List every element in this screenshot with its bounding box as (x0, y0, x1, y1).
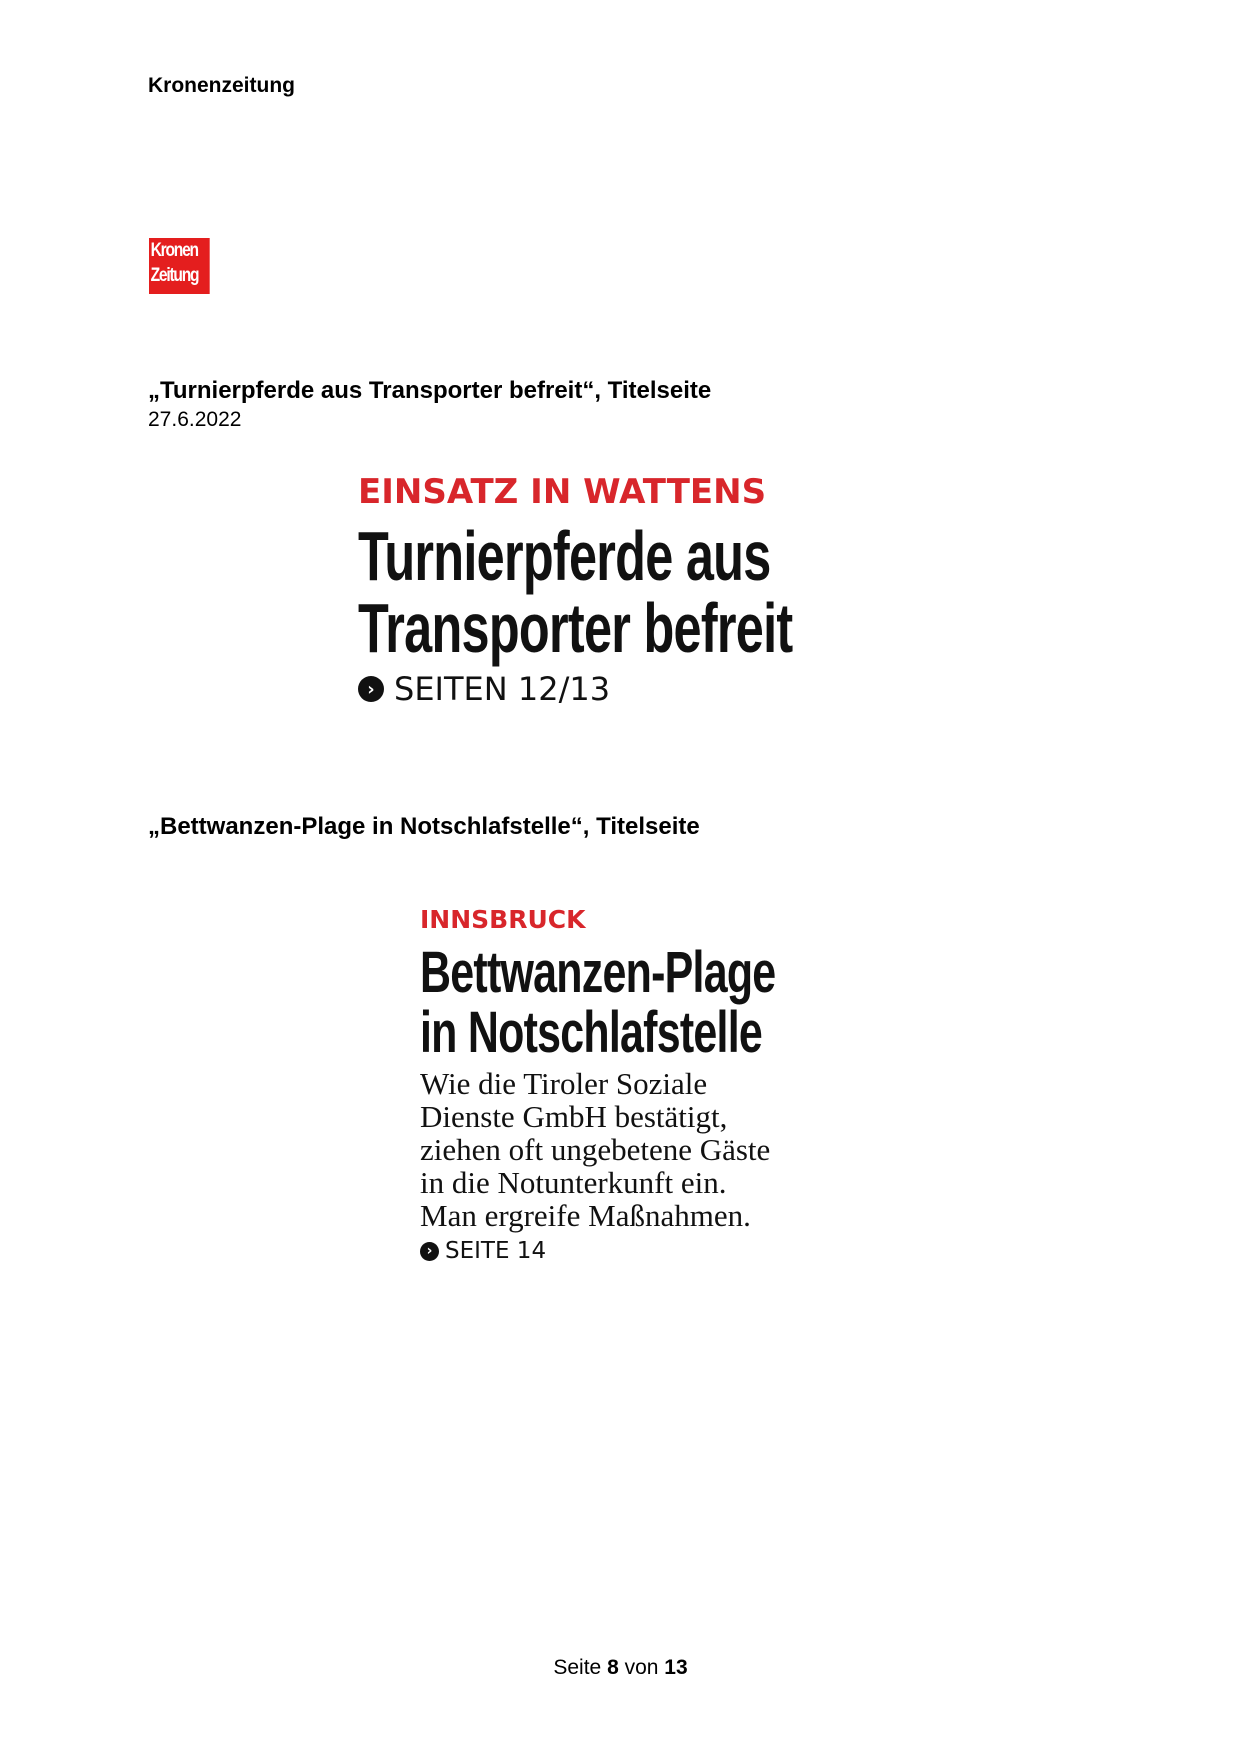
logo-line-2: Zeitung (150, 265, 199, 286)
article-1-page-reference (358, 670, 961, 708)
footer-prefix: Seite (553, 1656, 602, 1679)
footer-page-number: 8 (607, 1656, 619, 1679)
article-1-clipping (358, 472, 961, 708)
arrow-right-circle-icon: › (420, 1242, 439, 1261)
article-1-page-ref-text: SEITEN 12/13 (394, 670, 611, 708)
arrow-right-circle-icon: › (358, 676, 384, 702)
footer-middle: von (624, 1656, 659, 1679)
kronen-zeitung-logo (149, 238, 210, 294)
article-1-title: „Turnierpferde aus Transporter befreit“, Titelseite (148, 377, 712, 404)
article-2-page-reference (420, 1238, 900, 1264)
footer-total-pages: 13 (664, 1656, 688, 1679)
logo-line-1: Kronen (150, 240, 198, 261)
page-footer (0, 1656, 1241, 1680)
article-1-headline-line-1: Turnierpferde aus (358, 517, 771, 595)
article-1-date: 27.6.2022 (148, 408, 242, 431)
article-1-headline-line-2: Transporter befreit (358, 589, 793, 667)
article-2-clipping (420, 905, 900, 1264)
article-2-page-ref-text: SEITE 14 (445, 1238, 547, 1264)
article-1-kicker: EINSATZ IN WATTENS (358, 472, 767, 512)
article-2-title: „Bettwanzen-Plage in Notschlafstelle“, Titelseite (148, 813, 700, 840)
article-2-body-text: Wie die Tiroler Soziale Dienste GmbH bestätigt, ziehen oft ungebetene Gäste in die Notunterkunft ein. Man ergreife Maßnahmen. (420, 1066, 771, 1233)
document-header-title: Kronenzeitung (148, 74, 295, 97)
article-2-kicker: INNSBRUCK (420, 905, 586, 934)
article-2-headline-line-2: in Notschlafstelle (420, 1000, 763, 1065)
article-2-headline-line-1: Bettwanzen-Plage (420, 940, 776, 1005)
